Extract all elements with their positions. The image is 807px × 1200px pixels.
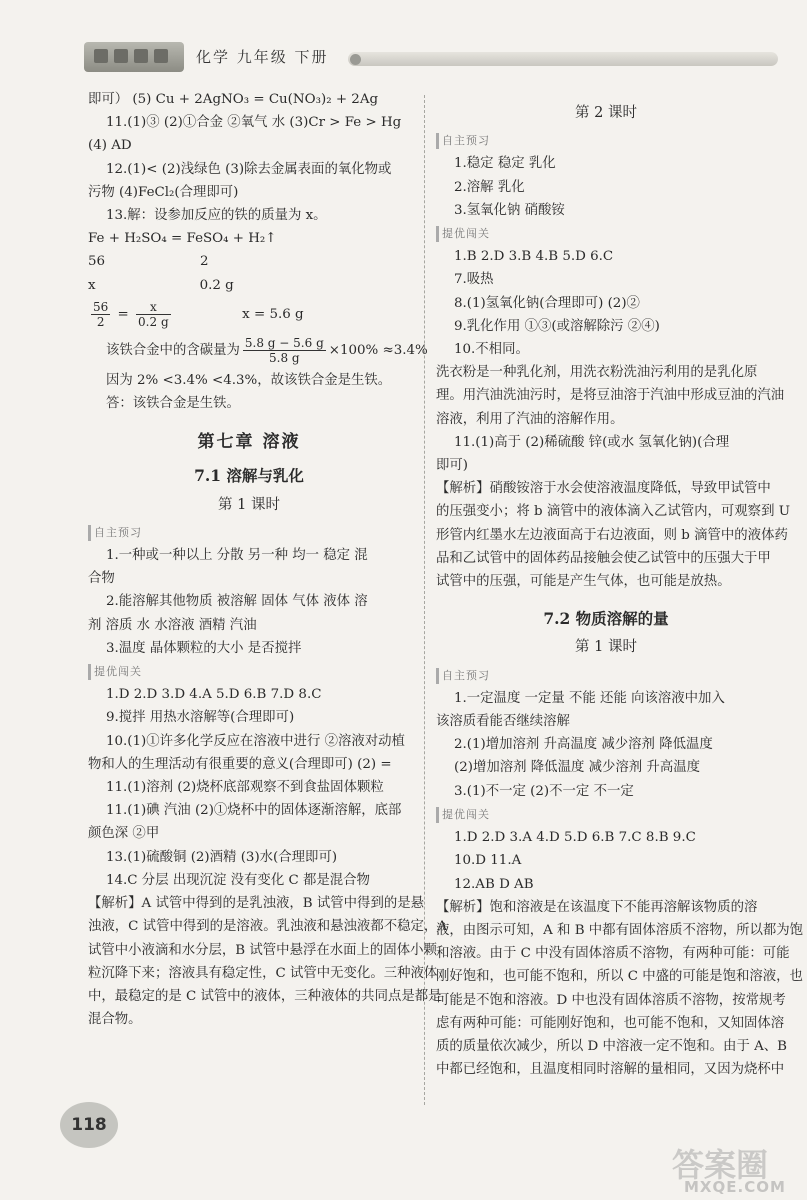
proportion-row: $\frac{56}{2}$ = $\frac{x}{0.2 g}$ x = 5.6 g: [93, 299, 304, 329]
text-line: 3.温度 晶体颗粒的大小 是否搅拌: [106, 640, 302, 656]
right-column: [436, 88, 804, 1081]
text-line: 3.(1)不一定 (2)不一定 不一定: [454, 783, 634, 799]
lesson-title: 第 1 课时: [218, 496, 280, 513]
analysis-line: 粒沉降下来；溶液具有稳定性，C 试管中无变化。三种液体: [88, 965, 438, 981]
text-line: 12.(1)< (2)浅绿色 (3)除去金属表面的氧化物或: [106, 161, 392, 177]
mass-h2: 2: [200, 254, 209, 270]
text-line: 合物: [88, 571, 115, 587]
text-line: 洗衣粉是一种乳化剂，用洗衣粉洗油污利用的是乳化原: [436, 365, 758, 381]
analysis-line: 【解析】A 试管中得到的是乳浊液，B 试管中得到的是悬: [88, 896, 425, 912]
text-line: 1.D 2.D 3.D 4.A 5.D 6.B 7.D 8.C: [106, 687, 322, 703]
text-line: 11.(1)③ (2)①合金 ②氧气 水 (3)Cr > Fe > Hg: [106, 115, 402, 131]
analysis-line: 试管中小液滴和水分层，B 试管中悬浮在水面上的固体小颗: [88, 942, 437, 958]
text-line: 10.D 11.A: [454, 853, 522, 869]
carbon-content-row: 该铁合金中的含碳量为 $\frac{5.8 g - 5.6 g}{5.8 g}$ ×100% ≈3.4%: [106, 335, 428, 365]
text-line: 剂 溶质 水 水溶液 酒精 汽油: [88, 617, 257, 633]
text-line: 该溶质看能否继续溶解: [436, 714, 570, 730]
text-line: 13.(1)硫酸铜 (2)酒精 (3)水(合理即可): [106, 849, 338, 865]
text-line: 11.(1)碘 汽油 (2)①烧杯中的固体逐渐溶解，底部: [106, 803, 402, 819]
section-tag: 提优闯关: [436, 807, 490, 823]
fraction: $\frac{56}{2}$: [93, 299, 109, 329]
analysis-line: 试管中的压强，可能是产生气体，也可能是放热。: [436, 574, 731, 590]
watermark-site: MXQE.COM: [684, 1178, 786, 1196]
analysis-line: 中，最稳定的是 C 试管中的液体，三种液体的共同点是都是: [88, 988, 442, 1004]
analysis-line: 的压强变小；将 b 滴管中的液体滴入乙试管内，可观察到 U: [436, 504, 790, 520]
text-line: 因为 2% <3.4% <4.3%，故该铁合金是生铁。: [106, 372, 392, 388]
mass-given: 0.2 g: [199, 277, 234, 293]
text-line: 11.(1)高于 (2)稀硫酸 锌(或水 氢氧化钠)(合理: [454, 434, 730, 450]
header-title: 化学 九年级 下册: [196, 48, 329, 66]
unknown-x: x: [88, 277, 96, 293]
mass-fe: 56: [88, 254, 106, 270]
analysis-line: 品和乙试管中的固体药品接触会使乙试管中的压强大于甲: [436, 550, 771, 566]
left-column: [88, 88, 447, 1031]
section-tag: 自主预习: [436, 668, 490, 684]
text-line: 10.(1)①许多化学反应在溶液中进行 ②溶液对动植: [106, 733, 405, 749]
header-badge: [84, 42, 184, 72]
fraction: $\frac{5.8 g - 5.6 g}{5.8 g}$: [244, 335, 324, 365]
text-line: 13.解：设参加反应的铁的质量为 x。: [106, 208, 327, 224]
fraction: $\frac{x}{0.2 g}$: [138, 299, 169, 329]
text-line: 3.氢氧化钠 硝酸铵: [454, 202, 565, 218]
analysis-line: 混合物。: [88, 1012, 142, 1028]
text-line: (4) AD: [88, 138, 132, 154]
analysis-line: 可能是不饱和溶液。D 中也没有固体溶质不溶物，按常规考: [436, 992, 786, 1008]
text-line: 8.(1)氢氧化钠(合理即可) (2)②: [454, 295, 640, 311]
section-title: 7.1 溶解与乳化: [194, 466, 304, 486]
analysis-line: 刚好饱和，也可能不饱和，所以 C 中盛的可能是饱和溶液，也: [436, 969, 803, 985]
text-line: 2.能溶解其他物质 被溶解 固体 气体 液体 溶: [106, 594, 368, 610]
analysis-line: 浊液，C 试管中得到的是溶液。乳浊液和悬浊液都不稳定，A: [88, 919, 447, 935]
text-line: 12.AB D AB: [454, 876, 534, 892]
header-decor-bar: [348, 52, 778, 66]
text-line: 即可): [436, 458, 469, 474]
analysis-line: 【解析】饱和溶液是在该温度下不能再溶解该物质的溶: [436, 899, 758, 915]
text-line: 理。用汽油洗油污时，是将豆油溶于汽油中形成豆油的汽油: [436, 388, 785, 404]
watermark-logo: 答案圈: [672, 1146, 769, 1184]
text-line: 9.乳化作用 ①③(或溶解除污 ②④): [454, 318, 660, 334]
analysis-line: 中都已经饱和，且温度相同时溶解的量相同，又因为烧杯中: [436, 1062, 785, 1078]
text-line: 7.吸热: [454, 272, 494, 288]
text-line: 颜色深 ②甲: [88, 826, 160, 842]
text-line: 溶液，利用了汽油的溶解作用。: [436, 411, 624, 427]
equation-unknown-row: [88, 274, 410, 297]
section-tag: 提优闯关: [436, 226, 490, 242]
analysis-line: 液，由图示可知，A 和 B 中都有固体溶质不溶物，所以都为饱: [436, 922, 804, 938]
page-number: 118: [60, 1102, 118, 1148]
text-line: 1.一定温度 一定量 不能 还能 向该溶液中加入: [454, 690, 725, 706]
text-line: 1.一种或一种以上 分散 另一种 均一 稳定 混: [106, 548, 368, 564]
text-line: 1.D 2.D 3.A 4.D 5.D 6.B 7.C 8.B 9.C: [454, 830, 696, 846]
analysis-line: 虑有两种可能：可能刚好饱和，也可能不饱和，又知固体溶: [436, 1015, 785, 1031]
section-title: 7.2 物质溶解的量: [543, 609, 669, 629]
text-line: 10.不相同。: [454, 342, 529, 358]
analysis-line: 形管内红墨水左边液面高于右边液面，则 b 滴管中的液体药: [436, 527, 788, 543]
analysis-line: 和溶液。由于 C 中没有固体溶质不溶物，有两种可能：可能: [436, 946, 790, 962]
text-line: 2.溶解 乳化: [454, 179, 525, 195]
text-line: (2)增加溶剂 降低温度 减少溶剂 升高温度: [454, 760, 700, 776]
text-line: 9.搅拌 用热水溶解等(合理即可): [106, 710, 295, 726]
chapter-title: 第七章 溶液: [197, 432, 301, 453]
text-line: 2.(1)增加溶剂 升高温度 减少溶剂 降低温度: [454, 737, 713, 753]
section-tag: 自主预习: [88, 525, 142, 541]
section-tag: 提优闯关: [88, 664, 142, 680]
text-line: 物和人的生理活动有很重要的意义(合理即可) (2) =: [88, 756, 392, 772]
text-line: 1.B 2.D 3.B 4.B 5.D 6.C: [454, 249, 614, 265]
analysis-line: 【解析】硝酸铵溶于水会使溶液温度降低，导致甲试管中: [436, 481, 771, 497]
text-line: 11.(1)溶剂 (2)烧杯底部观察不到食盐固体颗粒: [106, 780, 384, 796]
text-line: 1.稳定 稳定 乳化: [454, 156, 556, 172]
text-line: 答：该铁合金是生铁。: [106, 396, 240, 412]
lesson-title: 第 1 课时: [575, 639, 637, 656]
equation-mass-row: [88, 250, 410, 273]
result-x: x = 5.6 g: [242, 306, 304, 322]
analysis-line: 质的质量依次减少，所以 D 中溶液一定不饱和。由于 A、B: [436, 1038, 787, 1054]
equation-line: Fe + H₂SO₄ = FeSO₄ + H₂↑: [88, 231, 277, 247]
header-decor-dot: [350, 54, 361, 65]
text-line: 即可） (5) Cu + 2AgNO₃ = Cu(NO₃)₂ + 2Ag: [88, 92, 379, 107]
text-line: 污物 (4)FeCl₂(合理即可): [88, 184, 239, 200]
section-tag: 自主预习: [436, 133, 490, 149]
lesson-title: 第 2 课时: [575, 105, 637, 121]
text-line: 14.C 分层 出现沉淀 没有变化 C 都是混合物: [106, 872, 370, 888]
